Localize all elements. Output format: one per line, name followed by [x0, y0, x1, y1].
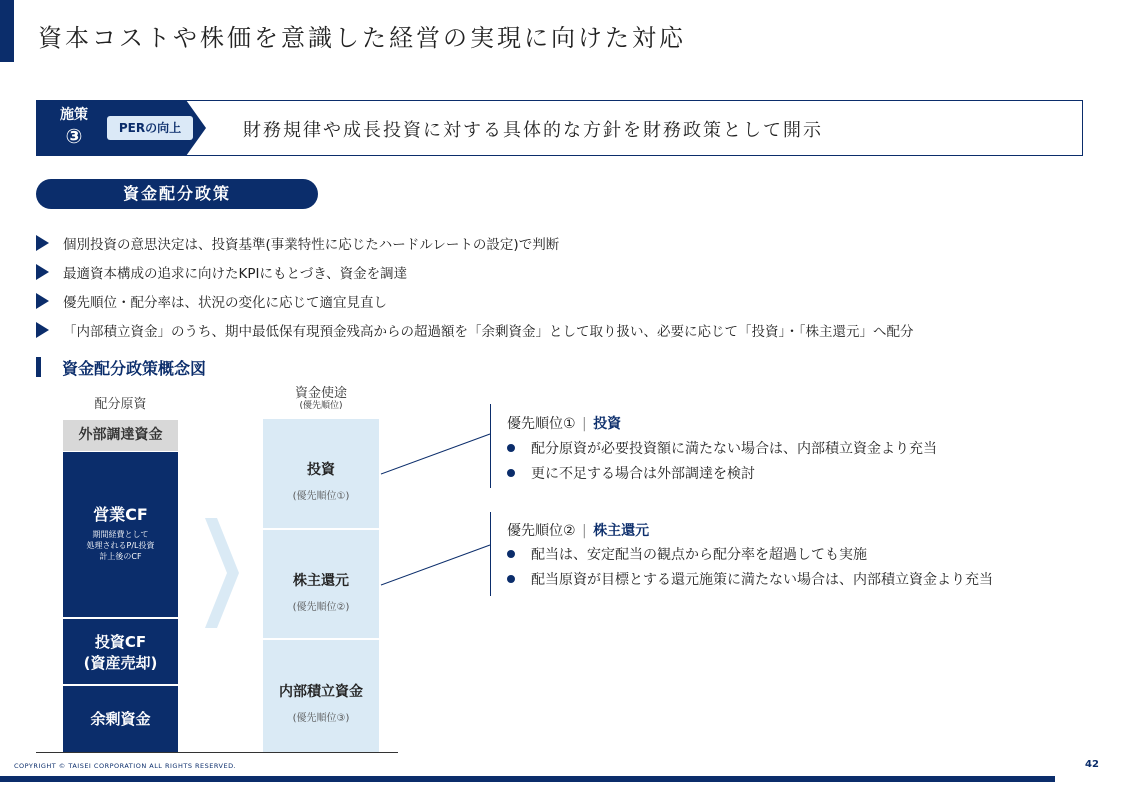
sources-header: 配分原資 — [94, 397, 147, 412]
measure-text: 財務規律や成長投資に対する具体的な方針を財務政策として開示 — [243, 120, 823, 141]
operating-cf-note: 期間経費として 処理されるP/L投資 計上後のCF — [86, 530, 155, 561]
list-item: 配当は、安定配当の観点から配分率を超過しても実施 — [507, 541, 993, 566]
priority-1-heading: 優先順位① | 投資 — [507, 416, 622, 432]
triangle-bullet-icon — [36, 264, 49, 280]
list-item: 「内部積立資金」のうち、期中最低保有現預金残高からの超過額を「余剰資金」として取り扱い、必要に応じて「投資」・「株主還元」へ配分 — [36, 315, 1106, 344]
list-item: 配当原資が目標とする還元施策に満たない場合は、内部積立資金より充当 — [507, 566, 993, 591]
title-accent-bar — [0, 0, 14, 62]
use-block-internal-reserve: 内部積立資金 (優先順位③) — [263, 640, 379, 752]
bullet-dot-icon — [507, 444, 515, 452]
measure-label: 施策 — [60, 107, 88, 123]
concept-accent-bar — [36, 357, 41, 377]
bullet-dot-icon — [507, 469, 515, 477]
per-badge: PERの向上 — [107, 116, 193, 140]
use-block-investment: 投資 (優先順位①) — [263, 419, 379, 528]
triangle-bullet-icon — [36, 235, 49, 251]
list-item: 優先順位・配分率は、状況の変化に応じて適宜見直し — [36, 286, 1106, 315]
triangle-bullet-icon — [36, 293, 49, 309]
policy-bullet-list — [36, 228, 1106, 344]
list-item: 最適資本構成の追求に向けたKPIにもとづき、資金を調達 — [36, 257, 1106, 286]
operating-cf-title: 営業CF — [93, 505, 148, 524]
list-item: 配分原資が必要投資額に満たない場合は、内部積立資金より充当 — [507, 435, 937, 460]
use-block-shareholder-return: 株主還元 (優先順位②) — [263, 530, 379, 638]
investing-cf-block: 投資CF (資産売却) — [63, 619, 178, 684]
chevron-right-icon — [205, 518, 239, 628]
priority-2-divider — [490, 512, 491, 596]
copyright: COPYRIGHT © TAISEI CORPORATION ALL RIGHTS RESERVED. — [14, 762, 237, 770]
priority-2-list — [507, 541, 993, 591]
operating-cf-block — [63, 452, 178, 617]
priority-2-heading: 優先順位② | 株主還元 — [507, 523, 650, 539]
surplus-funds-block: 余剰資金 — [63, 686, 178, 752]
measure-number: ③ — [65, 124, 83, 148]
priority-1-list — [507, 435, 937, 485]
list-item: 個別投資の意思決定は、投資基準(事業特性に応じたハードルレートの設定)で判断 — [36, 228, 1106, 257]
baseline — [36, 752, 398, 753]
connector-line-investment — [381, 434, 490, 474]
page-title: 資本コストや株価を意識した経営の実現に向けた対応 — [38, 24, 686, 52]
priority-1-divider — [490, 404, 491, 488]
footer-bar — [0, 776, 1055, 782]
bullet-dot-icon — [507, 550, 515, 558]
bullet-dot-icon — [507, 575, 515, 583]
list-item: 更に不足する場合は外部調達を検討 — [507, 460, 937, 485]
section-pill: 資金配分政策 — [36, 179, 318, 209]
triangle-bullet-icon — [36, 322, 49, 338]
concept-title: 資金配分政策概念図 — [62, 359, 207, 378]
uses-header: 資金使途 (優先順位) — [294, 386, 347, 411]
external-funds-block: 外部調達資金 — [63, 420, 178, 451]
connector-lines — [378, 430, 493, 590]
page-number: 42 — [1085, 759, 1099, 770]
connector-line-shareholder-return — [381, 545, 490, 585]
